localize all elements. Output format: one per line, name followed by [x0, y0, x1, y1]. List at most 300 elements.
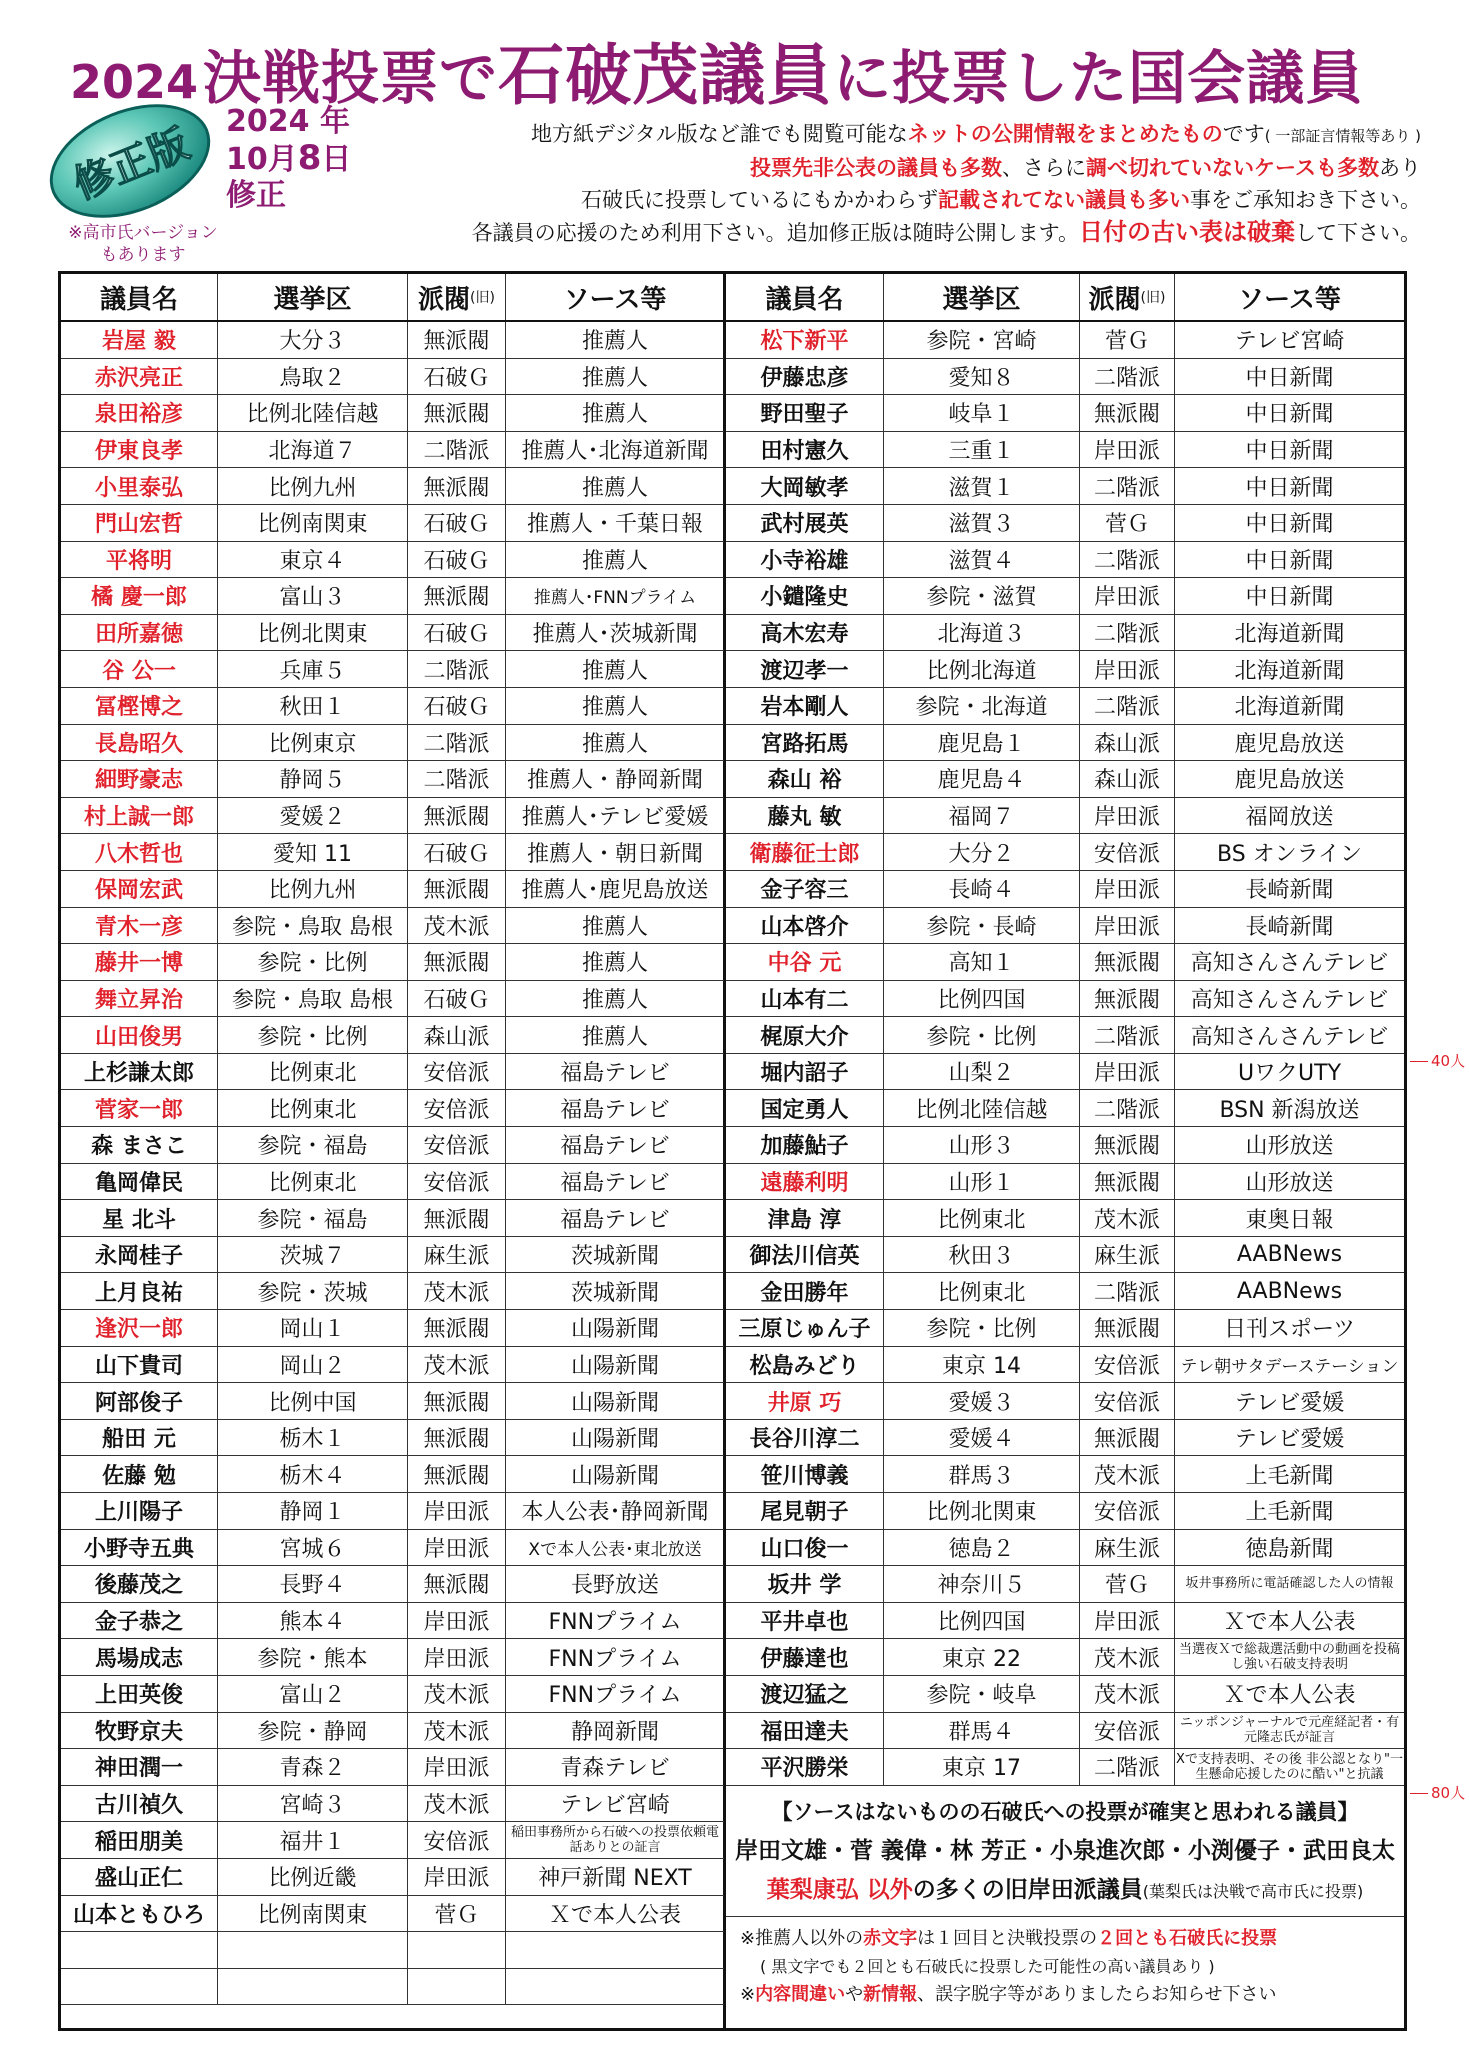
member-name: 三原じゅん子 — [726, 1310, 884, 1346]
table-row — [726, 1493, 1404, 1530]
district: 比例東北 — [218, 1164, 408, 1200]
table-row — [726, 1530, 1404, 1567]
source: 推薦人 — [581, 402, 648, 428]
table-row — [726, 322, 1404, 359]
district: 参院・茨城 — [218, 1273, 408, 1309]
note-line-4 — [281, 216, 1421, 249]
source: 福島テレビ — [560, 1170, 670, 1196]
source: 推薦人 — [581, 914, 648, 940]
faction: 安倍派 — [1080, 1383, 1175, 1419]
supplement-line-1: 岸田文雄・菅 義偉・林 芳正・小泉進次郎・小渕優子・武田良太 — [734, 1837, 1395, 1864]
source: 茨城新聞 — [570, 1280, 659, 1306]
district — [218, 1969, 408, 2005]
faction: 茂木派 — [408, 1347, 506, 1383]
member-name: 伊藤達也 — [726, 1639, 884, 1675]
district: 参院・比例 — [218, 944, 408, 980]
title-year: 2024 — [70, 55, 199, 109]
faction: 岸田派 — [1080, 908, 1175, 944]
district: 岡山２ — [218, 1347, 408, 1383]
faction: 安倍派 — [408, 1127, 506, 1163]
table-row — [726, 871, 1404, 908]
source: 中日新聞 — [1245, 439, 1334, 465]
faction: 無派閥 — [408, 1310, 506, 1346]
district: 参院・岐阜 — [884, 1676, 1080, 1712]
source — [506, 1969, 724, 2005]
count-marker-80 — [1410, 1782, 1465, 1803]
table-row — [61, 871, 724, 908]
faction: 茂木派 — [408, 1273, 506, 1309]
footnote-2: ( 黒文字でも２回とも石破氏に投票した可能性の高い議員あり ) — [760, 1956, 1215, 1976]
source: 推薦人･FNNプライム — [533, 588, 697, 609]
district: 東京 22 — [884, 1639, 1080, 1675]
faction: 岸田派 — [1080, 578, 1175, 614]
faction: 無派閥 — [1080, 1164, 1175, 1200]
district: 参院・比例 — [218, 1017, 408, 1053]
source: 静岡新聞 — [570, 1719, 659, 1745]
header-district: 選挙区 — [218, 274, 408, 320]
source: 中日新聞 — [1245, 585, 1334, 611]
district: 滋賀１ — [884, 468, 1080, 504]
faction: 二階派 — [1080, 1749, 1175, 1785]
members-table — [58, 271, 1407, 2031]
header-notes — [281, 118, 1421, 249]
member-name: 大岡敏孝 — [726, 468, 884, 504]
district: 比例南関東 — [218, 505, 408, 541]
member-name: 星 北斗 — [61, 1200, 218, 1236]
source: BSN 新潟放送 — [1219, 1097, 1360, 1123]
footnote-highlight: 赤文字 — [863, 1927, 918, 1949]
faction: 岸田派 — [408, 1859, 506, 1895]
faction: 二階派 — [1080, 688, 1175, 724]
member-name: 青木一彦 — [61, 908, 218, 944]
faction: 無派閥 — [408, 322, 506, 358]
footnote-3 — [740, 1981, 1404, 2009]
source: テレビ愛媛 — [1234, 1390, 1345, 1416]
source: 北海道新聞 — [1234, 658, 1345, 684]
table-row — [61, 1054, 724, 1091]
note-text: 地方紙デジタル版など誰でも閲覧可能な — [531, 122, 908, 146]
district: 参院・鳥取 島根 — [218, 981, 408, 1017]
table-row — [726, 1420, 1404, 1457]
member-name: 渡辺孝一 — [726, 651, 884, 687]
source: 山陽新聞 — [570, 1317, 659, 1343]
district: 兵庫５ — [218, 651, 408, 687]
source: 推薦人 — [581, 695, 648, 721]
district: 参院・熊本 — [218, 1639, 408, 1675]
divider — [726, 1916, 1404, 1917]
faction: 無派閥 — [408, 395, 506, 431]
source: 山陽新聞 — [570, 1427, 659, 1453]
district: 比例東北 — [218, 1054, 408, 1090]
source: 推薦人 — [581, 365, 648, 391]
table-row — [61, 1310, 724, 1347]
source: 推薦人 — [581, 475, 648, 501]
faction: 無派閥 — [408, 578, 506, 614]
source: 推薦人･茨城新聞 — [532, 622, 698, 648]
source: 福島テレビ — [560, 1207, 670, 1233]
faction: 無派閥 — [408, 944, 506, 980]
marker-line — [1410, 1061, 1428, 1062]
table-row — [61, 1493, 724, 1530]
source: 福島テレビ — [560, 1134, 670, 1160]
table-row — [726, 798, 1404, 835]
faction: 岸田派 — [408, 1530, 506, 1566]
source: Ｘで本人公表 — [548, 1902, 681, 1928]
source: 東奥日報 — [1245, 1207, 1334, 1233]
table-row — [61, 1456, 724, 1493]
table-row — [61, 725, 724, 762]
table-row — [726, 1054, 1404, 1091]
member-name: 高木宏寿 — [726, 615, 884, 651]
note-text: です — [1222, 122, 1265, 146]
member-name: 野田聖子 — [726, 395, 884, 431]
table-row — [61, 1566, 724, 1603]
member-name: 後藤茂之 — [61, 1566, 218, 1602]
member-name — [61, 1969, 218, 2005]
table-row — [726, 761, 1404, 798]
faction: 茂木派 — [1080, 1639, 1175, 1675]
faction: 森山派 — [408, 1017, 506, 1053]
district: 愛媛３ — [884, 1383, 1080, 1419]
member-name: 井原 巧 — [726, 1383, 884, 1419]
faction: 安倍派 — [408, 1164, 506, 1200]
source: 中日新聞 — [1245, 548, 1334, 574]
district: 大分３ — [218, 322, 408, 358]
member-name: 村上誠一郎 — [61, 798, 218, 834]
faction: 二階派 — [408, 725, 506, 761]
table-row — [61, 1164, 724, 1201]
faction: 無派閥 — [408, 871, 506, 907]
faction: 岸田派 — [1080, 432, 1175, 468]
table-row — [61, 761, 724, 798]
table-row — [61, 1859, 724, 1896]
district: 参院・福島 — [218, 1200, 408, 1236]
district: 比例四国 — [884, 981, 1080, 1017]
member-name: 阿部俊子 — [61, 1383, 218, 1419]
marker-label: 40人 — [1431, 1052, 1466, 1070]
source: 中日新聞 — [1245, 512, 1334, 538]
district: 参院・鳥取 島根 — [218, 908, 408, 944]
header-name: 議員名 — [726, 274, 884, 320]
district: 比例東京 — [218, 725, 408, 761]
table-row — [61, 651, 724, 688]
district: 比例東北 — [884, 1273, 1080, 1309]
table-row — [61, 542, 724, 579]
source: 高知さんさんテレビ — [1190, 987, 1389, 1013]
title-main — [203, 37, 1365, 114]
faction — [408, 1932, 506, 1968]
member-name: 中谷 元 — [726, 944, 884, 980]
source: 推薦人 — [581, 329, 648, 355]
badge-note-line: ※高市氏バージョン — [68, 223, 218, 243]
note-text: ( 一部証言情報等あり ) — [1264, 127, 1421, 145]
table-row — [726, 1200, 1404, 1237]
header-faction — [408, 274, 506, 320]
table-row — [61, 1822, 724, 1859]
faction: 菅Ｇ — [1080, 1566, 1175, 1602]
note-text: して下さい。 — [1295, 221, 1421, 245]
table-row — [726, 1676, 1404, 1713]
district: 比例東北 — [884, 1200, 1080, 1236]
supplement-line-2 — [726, 1871, 1404, 1904]
faction: 無派閥 — [1080, 1420, 1175, 1456]
table-row — [726, 1713, 1404, 1750]
table-row — [61, 322, 724, 359]
faction: 無派閥 — [408, 1420, 506, 1456]
member-name — [61, 1932, 218, 1968]
page-title — [70, 22, 1364, 117]
footnote-text: は１回目と決戦投票の — [917, 1927, 1098, 1949]
source: 当選夜Ｘで総裁選活動中の動画を投稿し強い石破支持表明 — [1178, 1642, 1400, 1673]
member-name: 武村展英 — [726, 505, 884, 541]
table-row — [61, 1969, 724, 2006]
district: 静岡１ — [218, 1493, 408, 1529]
faction: 茂木派 — [408, 1713, 506, 1749]
faction: 石破Ｇ — [408, 834, 506, 870]
table-row — [61, 1603, 724, 1640]
district: 参院・長崎 — [884, 908, 1080, 944]
district: 福岡７ — [884, 798, 1080, 834]
member-name: 岩本剛人 — [726, 688, 884, 724]
member-name: 稲田朋美 — [61, 1822, 218, 1858]
member-name: 山本啓介 — [726, 908, 884, 944]
faction: 無派閥 — [408, 1200, 506, 1236]
district: 比例中国 — [218, 1383, 408, 1419]
member-name: 橘 慶一郎 — [61, 578, 218, 614]
footnote-highlight: 内容間違い — [755, 1983, 846, 2005]
district: 静岡５ — [218, 761, 408, 797]
member-name: 田所嘉徳 — [61, 615, 218, 651]
district: 秋田１ — [218, 688, 408, 724]
district: 長野４ — [218, 1566, 408, 1602]
district: 比例四国 — [884, 1603, 1080, 1639]
member-name: 小寺裕雄 — [726, 542, 884, 578]
member-name: 平井卓也 — [726, 1603, 884, 1639]
header-faction-label: 派閥 — [418, 284, 471, 315]
source: 推薦人 — [581, 548, 648, 574]
source: 推薦人･北海道新聞 — [521, 439, 709, 465]
faction: 石破Ｇ — [408, 615, 506, 651]
member-name: 金田勝年 — [726, 1273, 884, 1309]
district: 東京 17 — [884, 1749, 1080, 1785]
faction: 無派閥 — [408, 1383, 506, 1419]
district: 神奈川５ — [884, 1566, 1080, 1602]
table-row — [726, 944, 1404, 981]
member-name: 永岡桂子 — [61, 1237, 218, 1273]
source: Xで支持表明、その後 非公認となり"一生懸命応援したのに酷い"と抗議 — [1175, 1751, 1404, 1782]
faction: 無派閥 — [408, 798, 506, 834]
source — [506, 1932, 724, 1968]
district: 高知１ — [884, 944, 1080, 980]
source: テレビ愛媛 — [1234, 1427, 1345, 1453]
district: 山梨２ — [884, 1054, 1080, 1090]
district: 比例九州 — [218, 468, 408, 504]
member-name: 舞立昇治 — [61, 981, 218, 1017]
source: 推薦人・朝日新聞 — [526, 841, 703, 867]
source: 推薦人 — [581, 951, 648, 977]
faction: 石破Ｇ — [408, 359, 506, 395]
source: 山陽新聞 — [570, 1353, 659, 1379]
faction: 二階派 — [408, 761, 506, 797]
source: BS オンライン — [1216, 841, 1362, 867]
note-line-1 — [281, 118, 1421, 152]
table-row — [726, 1310, 1404, 1347]
district: 山形３ — [884, 1127, 1080, 1163]
member-name: 尾見朝子 — [726, 1493, 884, 1529]
source: 山陽新聞 — [570, 1390, 659, 1416]
member-name: 馬場成志 — [61, 1639, 218, 1675]
note-line-2 — [281, 152, 1421, 184]
faction: 二階派 — [1080, 1017, 1175, 1053]
table-row — [61, 432, 724, 469]
table-row — [61, 1017, 724, 1054]
district: 宮崎３ — [218, 1786, 408, 1822]
district: 東京４ — [218, 542, 408, 578]
table-row — [61, 1420, 724, 1457]
faction: 菅Ｇ — [1080, 322, 1175, 358]
member-name: 小野寺五典 — [61, 1530, 218, 1566]
faction: 無派閥 — [408, 468, 506, 504]
member-name: 盛山正仁 — [61, 1859, 218, 1895]
member-name: 上川陽子 — [61, 1493, 218, 1529]
supplement-highlight: 葉梨康弘 以外 — [766, 1876, 913, 1903]
faction: 二階派 — [408, 651, 506, 687]
member-name: 藤井一博 — [61, 944, 218, 980]
member-name: 福田達夫 — [726, 1713, 884, 1749]
district: 愛知８ — [884, 359, 1080, 395]
district: 愛媛４ — [884, 1420, 1080, 1456]
table-row — [726, 1164, 1404, 1201]
district: 参院・宮崎 — [884, 322, 1080, 358]
footnote-text: ※推薦人以外の — [740, 1927, 864, 1949]
table-row — [61, 1530, 724, 1567]
footnote-text: 、誤字脱字等がありましたらお知らせ下さい — [917, 1983, 1277, 2005]
district: 比例近畿 — [218, 1859, 408, 1895]
date-day: 8 — [297, 138, 322, 178]
district: 大分２ — [884, 834, 1080, 870]
faction: 無派閥 — [408, 1456, 506, 1492]
note-line-3 — [281, 184, 1421, 216]
faction: 森山派 — [1080, 761, 1175, 797]
member-name: 逢沢一郎 — [61, 1310, 218, 1346]
member-name: 佐藤 勉 — [61, 1456, 218, 1492]
table-row — [61, 688, 724, 725]
source: AABNews — [1236, 1242, 1343, 1268]
faction: 無派閥 — [1080, 1310, 1175, 1346]
faction: 安倍派 — [1080, 1713, 1175, 1749]
district: 鹿児島１ — [884, 725, 1080, 761]
source: Ｘで本人公表 — [1223, 1683, 1356, 1709]
table-row — [726, 578, 1404, 615]
faction: 茂木派 — [1080, 1676, 1175, 1712]
header-source: ソース等 — [1238, 284, 1341, 315]
member-name: 小鑓隆史 — [726, 578, 884, 614]
supplement-text: の多くの旧岸田派議員 — [912, 1876, 1143, 1903]
table-row — [61, 1713, 724, 1750]
member-name: 船田 元 — [61, 1420, 218, 1456]
source: テレビ宮崎 — [1234, 329, 1345, 355]
supplement-title: 【ソースはないものの石破氏への投票が確実と思われる議員】 — [771, 1799, 1359, 1824]
table-row — [61, 1676, 724, 1713]
member-name: 国定勇人 — [726, 1090, 884, 1126]
faction: 石破Ｇ — [408, 542, 506, 578]
district: 熊本４ — [218, 1603, 408, 1639]
note-highlight: ネットの公開情報をまとめたもの — [907, 122, 1223, 146]
district: 参院・静岡 — [218, 1713, 408, 1749]
note-text: 石破氏に投票しているにもかかわらず — [581, 188, 938, 212]
header-faction-sub: (旧) — [470, 290, 495, 306]
member-name: 藤丸 敏 — [726, 798, 884, 834]
member-name: 神田潤一 — [61, 1749, 218, 1785]
district: 宮城６ — [218, 1530, 408, 1566]
source: 北海道新聞 — [1234, 695, 1345, 721]
table-row — [61, 1273, 724, 1310]
member-name: 小里泰弘 — [61, 468, 218, 504]
source: 山形放送 — [1245, 1170, 1334, 1196]
source: 長崎新聞 — [1245, 878, 1334, 904]
district: 鹿児島４ — [884, 761, 1080, 797]
source: 推薦人･鹿児島放送 — [521, 878, 709, 904]
source: 山形放送 — [1245, 1134, 1334, 1160]
table-row — [61, 615, 724, 652]
table-row — [726, 834, 1404, 871]
faction: 岸田派 — [1080, 1603, 1175, 1639]
faction: 無派閥 — [1080, 1127, 1175, 1163]
district: 青森２ — [218, 1749, 408, 1785]
member-name: 泉田裕彦 — [61, 395, 218, 431]
member-name: 衛藤征士郎 — [726, 834, 884, 870]
table-row — [61, 1383, 724, 1420]
faction: 安倍派 — [408, 1822, 506, 1858]
faction: 二階派 — [1080, 1273, 1175, 1309]
member-name: 菅家一郎 — [61, 1090, 218, 1126]
source: 徳島新聞 — [1245, 1536, 1334, 1562]
supplement-note: (葉梨氏は決戦で高市氏に投票) — [1142, 1881, 1364, 1901]
district — [218, 1932, 408, 1968]
table-row — [726, 981, 1404, 1018]
district: 群馬３ — [884, 1456, 1080, 1492]
note-text: 事をご承知おき下さい。 — [1190, 188, 1421, 212]
member-name: 山下貴司 — [61, 1347, 218, 1383]
table-header — [726, 274, 1404, 322]
member-name: 遠藤利明 — [726, 1164, 884, 1200]
table-row — [61, 359, 724, 396]
table-row — [726, 1566, 1404, 1603]
table-row — [726, 1347, 1404, 1384]
source: 推薦人 — [581, 731, 648, 757]
source: 稲田事務所から石破への投票依頼電話ありとの証言 — [510, 1825, 719, 1856]
source: 鹿児島放送 — [1234, 731, 1345, 757]
table-row — [61, 468, 724, 505]
member-name: 山本有二 — [726, 981, 884, 1017]
table-row — [61, 1749, 724, 1786]
faction: 石破Ｇ — [408, 505, 506, 541]
member-name: 上田英俊 — [61, 1676, 218, 1712]
table-row — [61, 908, 724, 945]
district: 参院・福島 — [218, 1127, 408, 1163]
faction: 安倍派 — [408, 1090, 506, 1126]
member-name: 森山 裕 — [726, 761, 884, 797]
note-highlight: 記載されてない議員も多い — [938, 188, 1190, 212]
district: 比例北海道 — [884, 651, 1080, 687]
member-name: 山田俊男 — [61, 1017, 218, 1053]
member-name: 保岡宏武 — [61, 871, 218, 907]
date-note: 修正 — [226, 178, 286, 213]
source: 北海道新聞 — [1234, 622, 1345, 648]
faction: 麻生派 — [1080, 1237, 1175, 1273]
district: 岐阜１ — [884, 395, 1080, 431]
table-row — [726, 1639, 1404, 1676]
